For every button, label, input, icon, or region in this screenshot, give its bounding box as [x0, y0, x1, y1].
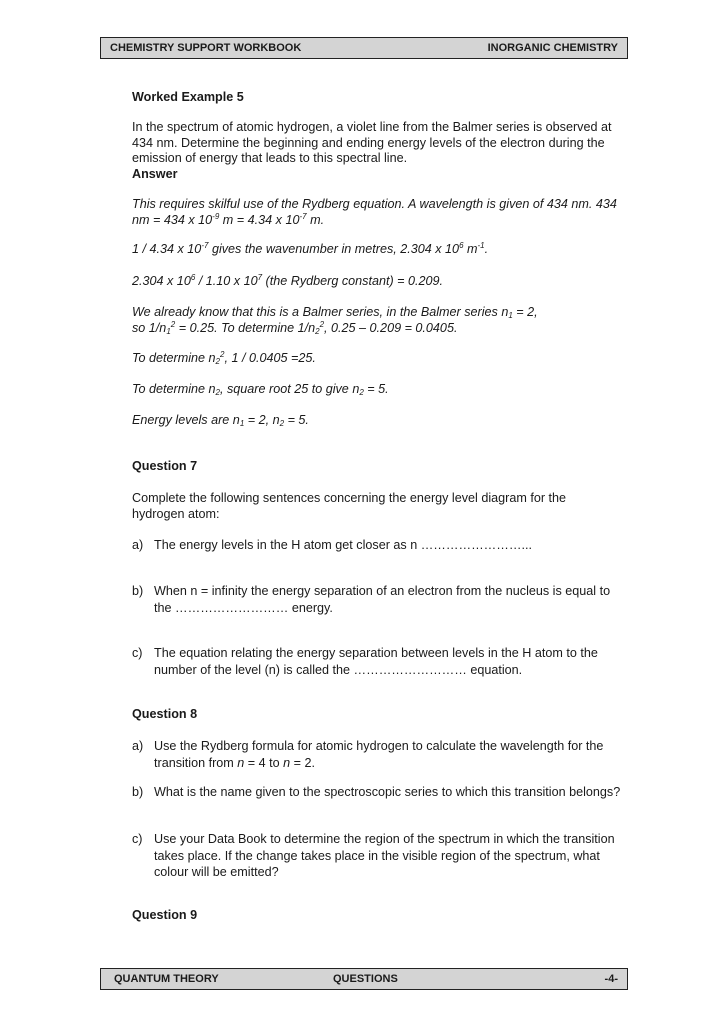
s3s1: 1: [508, 311, 513, 320]
header-left-title: CHEMISTRY SUPPORT WORKBOOK: [110, 42, 302, 54]
page-footer: [100, 968, 628, 990]
s2a: 2.304 x 10: [132, 274, 191, 288]
q7a-text: The energy levels in the H atom get closer as n ……………………...: [154, 538, 532, 552]
intro-b: m = 4.34 x 10: [219, 212, 300, 227]
s5c: = 5.: [363, 382, 389, 396]
q8a-end: = 2.: [290, 755, 316, 770]
s1e1: -7: [201, 241, 209, 250]
s3d: = 0.25. To determine 1/n: [175, 320, 316, 335]
s5a: To determine n: [132, 382, 216, 396]
s4b: , 1 / 0.0405 =25.: [224, 351, 316, 365]
intro-exp2: -7: [299, 211, 307, 221]
q7c-marker: c): [132, 646, 143, 660]
answer-intro: [132, 197, 622, 228]
s6b: = 2, n: [244, 413, 280, 427]
s2e1: 6: [190, 273, 196, 282]
q7b-text: When n = infinity the energy separation of an electron from the nucleus is equal to the ……………………… energy.: [154, 584, 611, 615]
s1c: m: [463, 242, 478, 256]
page-header: [100, 37, 628, 59]
question-7-intro: Complete the following sentences concerning the energy level diagram for the hydrogen atom:: [132, 491, 567, 521]
q8b-text: What is the name given to the spectroscopic series to which this transition belongs?: [154, 785, 621, 799]
q8a-text: [154, 738, 622, 771]
s2b: / 1.10 x 10: [195, 274, 258, 288]
question-8-heading: Question 8: [132, 707, 198, 721]
q7b-marker: b): [132, 584, 144, 598]
question-8-item-b: [132, 784, 622, 801]
question-7-item-a: [132, 537, 622, 554]
s5b: , square root 25 to give n: [220, 382, 360, 396]
s2c: (the Rydberg constant) = 0.209.: [262, 274, 444, 288]
step-n2: [132, 382, 622, 398]
page-number: -4-: [604, 973, 618, 985]
s6a: Energy levels are n: [132, 413, 240, 427]
s1d: .: [484, 242, 489, 256]
problem-body: In the spectrum of atomic hydrogen, a violet line from the Balmer series is observed at 434 nm. Determine the beginning and ending energy levels of the electron during the emission of energy that leads to this spectral line.: [132, 120, 612, 165]
step-n2-squared: [132, 351, 622, 367]
q8c-text: Use your Data Book to determine the region of the spectrum in which the transition takes place. If the change takes place in the visible region of the spectrum, what colour will be emitted?: [154, 832, 615, 879]
s1a: 1 / 4.34 x 10: [132, 242, 202, 256]
s6s2: 2: [279, 419, 285, 428]
step-energy-levels: [132, 413, 622, 429]
s5s2: 2: [359, 388, 364, 397]
s3s2: 1: [166, 326, 171, 336]
s3a: We already know that this is a Balmer series, in the Balmer series n: [132, 305, 509, 319]
question-7-heading: Question 7: [132, 459, 198, 473]
problem-text: [132, 120, 622, 182]
q8c-marker: c): [132, 832, 143, 846]
answer-label: Answer: [132, 166, 178, 181]
q8a-n1: n: [237, 755, 245, 770]
s6c: = 5.: [284, 413, 309, 427]
q8a-n2: n: [283, 755, 291, 770]
q8a-mid: = 4 to: [244, 755, 284, 770]
q7a-marker: a): [132, 538, 144, 552]
step-balmer: [132, 305, 622, 336]
step-rydberg-ratio: [132, 274, 622, 290]
question-8-item-c: [132, 831, 622, 881]
step-wavenumber: [132, 242, 622, 258]
s5s1: 2: [215, 388, 220, 397]
s3p3: 2: [319, 319, 325, 329]
s3s3: 2: [315, 326, 320, 336]
question-7-item-b: [132, 583, 622, 616]
s3p2: 2: [170, 319, 176, 329]
footer-left-title: QUANTUM THEORY: [114, 973, 219, 985]
q7c-text: The equation relating the energy separation between levels in the H atom to the number of the level (n) is called the ……………………… equation.: [154, 646, 598, 677]
s3b: = 2,: [512, 305, 538, 319]
s2e2: 7: [257, 273, 263, 282]
worked-example-heading: Worked Example 5: [132, 90, 244, 104]
s3c: so 1/n: [132, 320, 167, 335]
s4p: 2: [220, 350, 225, 359]
s3e: , 0.25 – 0.209 = 0.0405.: [324, 320, 458, 335]
s4a: To determine n: [132, 351, 216, 365]
s1b: gives the wavenumber in metres, 2.304 x 10: [208, 242, 460, 256]
question-8-item-a: [132, 738, 622, 771]
q8b-marker: b): [132, 785, 144, 799]
intro-exp1: -9: [212, 211, 220, 221]
s6s1: 1: [239, 419, 245, 428]
footer-center-title: QUESTIONS: [333, 973, 398, 985]
intro-c: m.: [306, 212, 325, 227]
intro-a: This requires skilful use of the Rydberg equation. A wavelength is given of 434 nm. 434 nm = 434 x 10: [132, 197, 617, 227]
s1e2: 6: [459, 241, 464, 250]
question-9-heading: Question 9: [132, 908, 198, 922]
header-right-title: INORGANIC CHEMISTRY: [487, 42, 618, 54]
q8a-pre: Use the Rydberg formula for atomic hydrogen to calculate the wavelength for the transition from: [154, 739, 604, 770]
s4s: 2: [215, 357, 220, 366]
s1e3: -1: [477, 241, 485, 250]
question-7-item-c: [132, 645, 622, 678]
q8a-marker: a): [132, 739, 144, 753]
